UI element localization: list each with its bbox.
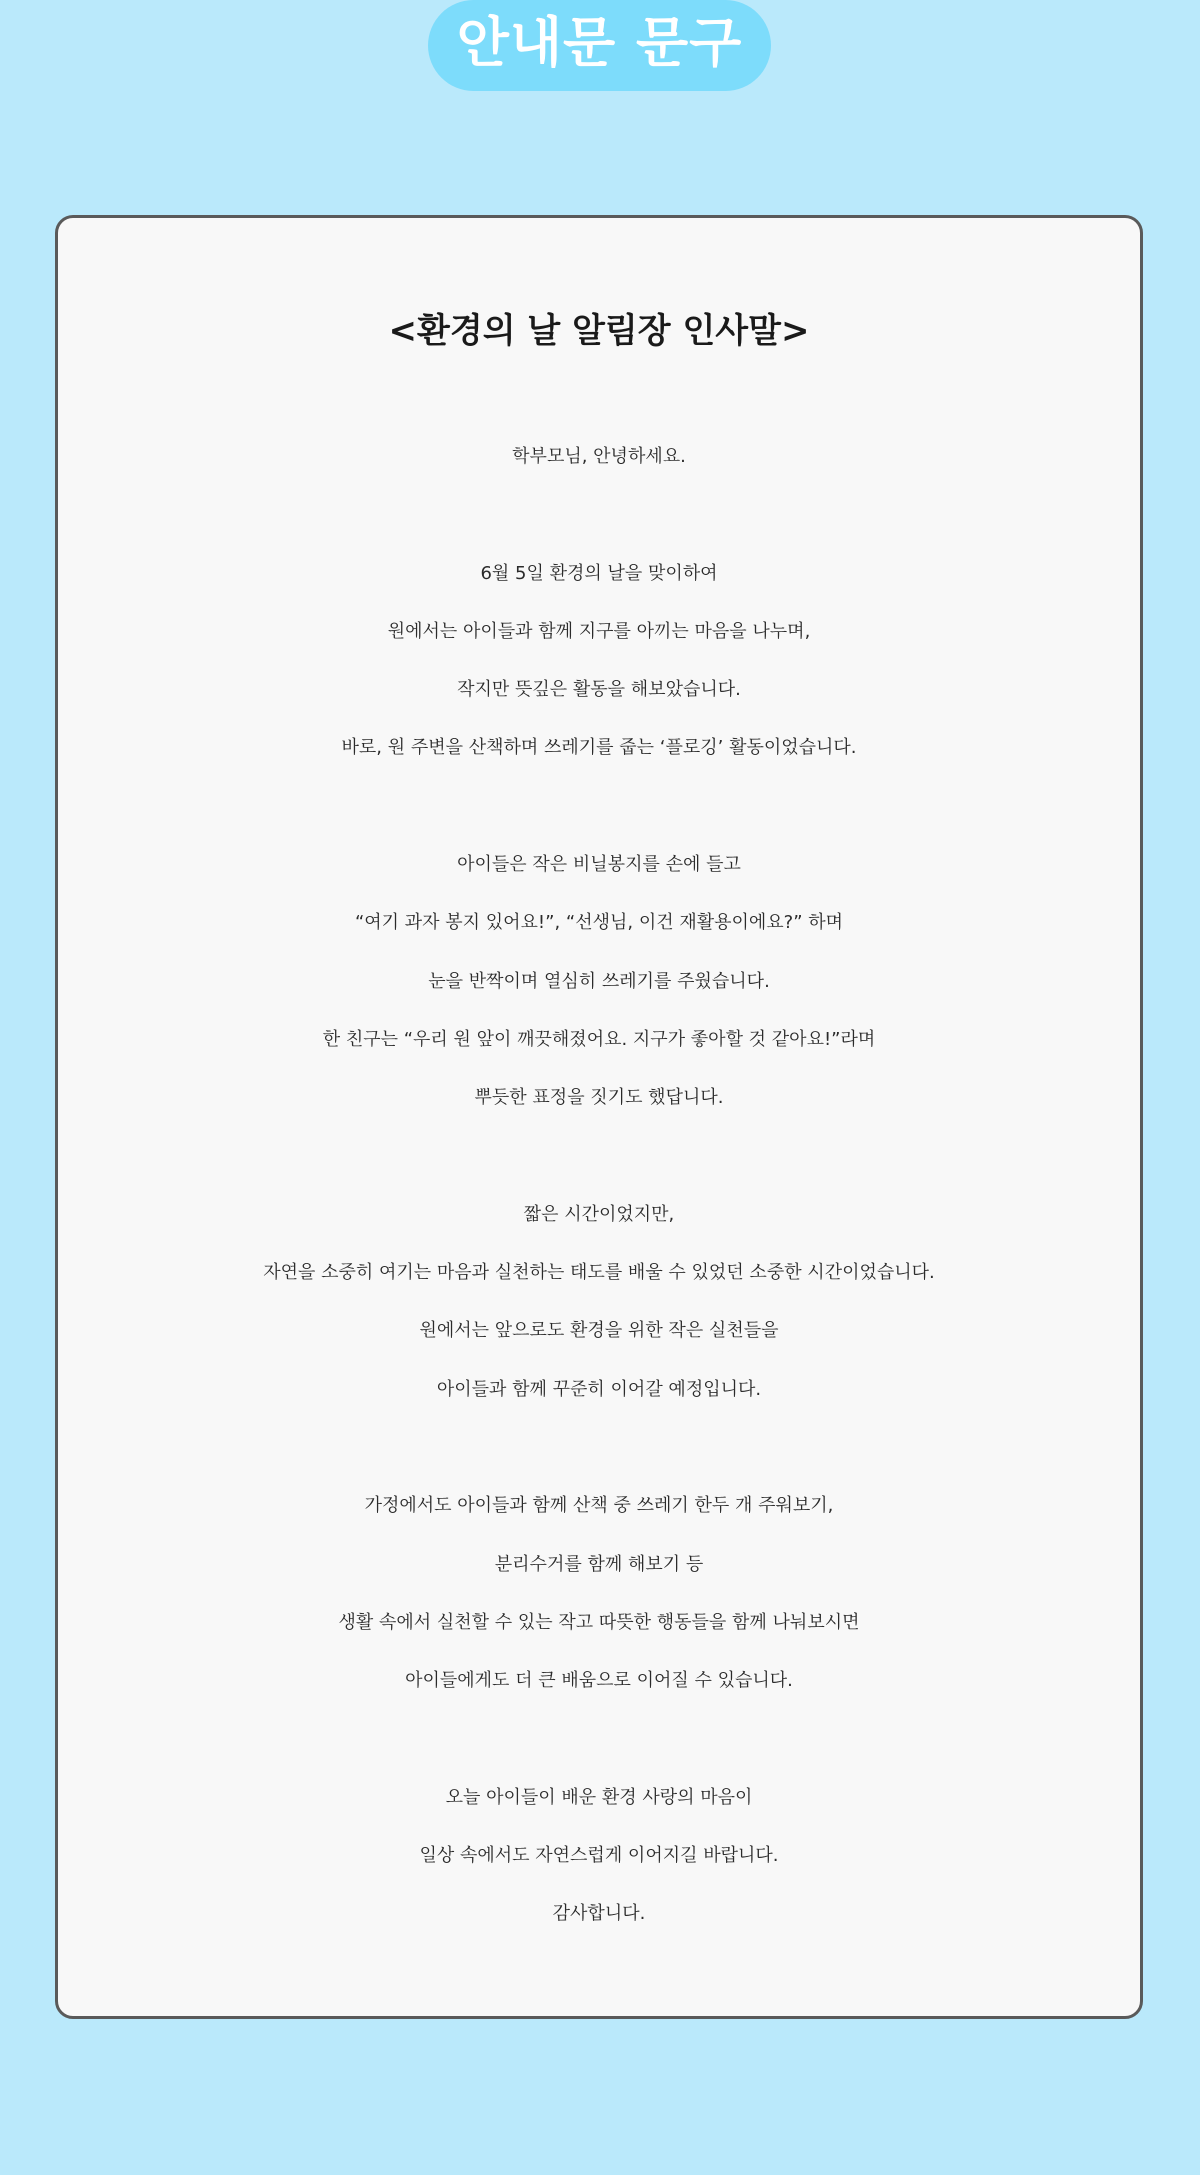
notice-line: 감사합니다. <box>552 1903 646 1925</box>
notice-line: 바로, 원 주변을 산책하며 쓰레기를 줍는 ‘플로깅’ 활동이었습니다. <box>341 737 857 759</box>
notice-body <box>58 428 1140 1944</box>
notice-line: 작지만 뜻깊은 활동을 해보았습니다. <box>457 679 741 701</box>
notice-line: 눈을 반짝이며 열심히 쓰레기를 주웠습니다. <box>428 970 770 992</box>
notice-line: “여기 과자 봉지 있어요!”, “선생님, 이건 재활용이에요?” 하며 <box>354 912 844 934</box>
notice-line <box>58 778 1140 836</box>
notice-line: 분리수거를 함께 해보기 등 <box>494 1553 704 1575</box>
notice-line: 일상 속에서도 자연스럽게 이어지길 바랍니다. <box>419 1845 779 1867</box>
header-title: 안내문 문구 <box>456 10 743 74</box>
notice-line: 아이들에게도 더 큰 배움으로 이어질 수 있습니다. <box>405 1670 793 1692</box>
notice-line: 뿌듯한 표정을 짓기도 했답니다. <box>474 1087 724 1109</box>
notice-line: 아이들은 작은 비닐봉지를 손에 들고 <box>457 854 741 876</box>
notice-line <box>58 1711 1140 1769</box>
header-pill <box>428 0 771 91</box>
notice-line: 짧은 시간이었지만, <box>523 1203 675 1225</box>
notice-line: 6월 5일 환경의 날을 맞이하여 <box>480 562 718 584</box>
notice-line <box>58 1128 1140 1186</box>
notice-line: 아이들과 함께 꾸준히 이어갈 예정입니다. <box>436 1378 762 1400</box>
notice-line: 원에서는 아이들과 함께 지구를 아끼는 마음을 나누며, <box>387 620 811 642</box>
notice-line: 자연을 소중히 여기는 마음과 실천하는 태도를 배울 수 있었던 소중한 시간이었습니다. <box>263 1262 935 1284</box>
notice-line: 원에서는 앞으로도 환경을 위한 작은 실천들을 <box>419 1320 779 1342</box>
notice-card <box>55 215 1143 2019</box>
notice-line <box>58 1419 1140 1477</box>
notice-line: 생활 속에서 실천할 수 있는 작고 따뜻한 행동들을 함께 나눠보시면 <box>338 1611 860 1633</box>
notice-line: 오늘 아이들이 배운 환경 사랑의 마음이 <box>445 1786 753 1808</box>
notice-line: 가정에서도 아이들과 함께 산책 중 쓰레기 한두 개 주워보기, <box>364 1495 834 1517</box>
notice-title: <환경의 날 알림장 인사말> <box>388 311 810 351</box>
notice-line <box>58 486 1140 544</box>
notice-line: 학부모님, 안녕하세요. <box>512 446 686 467</box>
notice-line: 한 친구는 “우리 원 앞이 깨끗해졌어요. 지구가 좋아할 것 같아요!”라며 <box>322 1028 876 1050</box>
